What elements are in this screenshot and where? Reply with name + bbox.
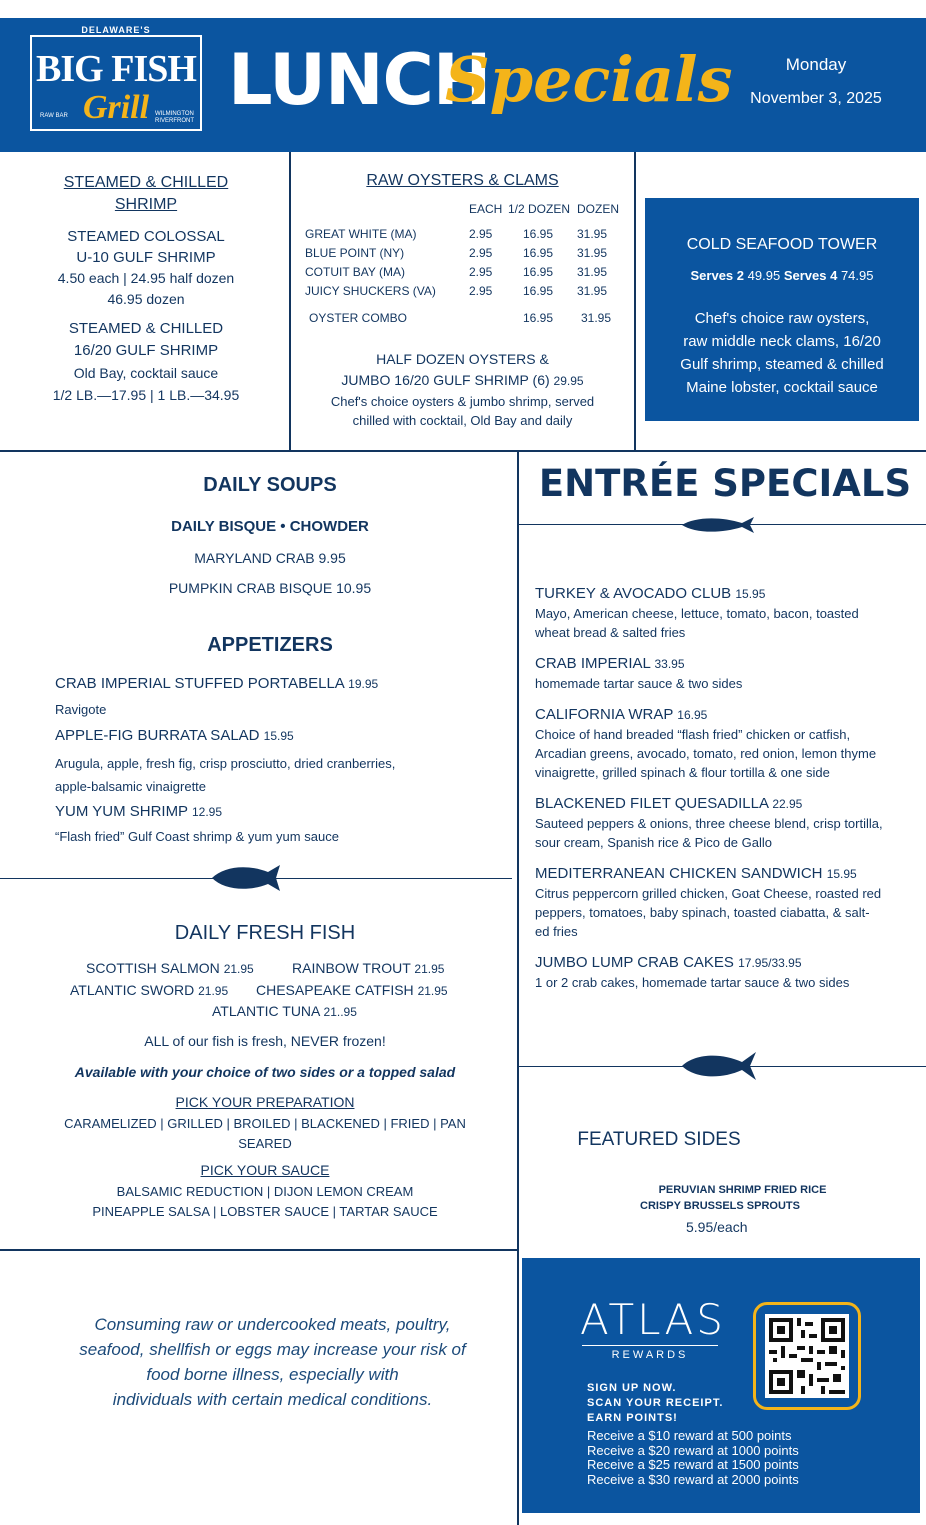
tower-desc (645, 307, 919, 399)
fish-price: 21.95 (223, 962, 254, 976)
appetizer-name (55, 725, 505, 747)
tower-title: COLD SEAFOOD TOWER (686, 236, 878, 253)
fish-line-1a (86, 960, 254, 976)
entree-name (535, 705, 920, 725)
tower-desc-3: Gulf shrimp, steamed & chilled (680, 356, 884, 373)
oyster-half: 16.95 (523, 265, 554, 279)
entree-desc: Arcadian greens, avocado, tomato, red onion, lemon thyme (535, 746, 877, 761)
menu-day: Monday (785, 55, 847, 74)
sauce-options-2: PINEAPPLE SALSA | LOBSTER SAUCE | TARTAR SAUCE (92, 1204, 438, 1219)
entree-name (535, 794, 920, 814)
tower-serves (645, 268, 919, 283)
atlas-reward-item: Receive a $25 reward at 1500 points (587, 1457, 799, 1472)
logo-right-line-1: WILMINGTON (155, 111, 194, 117)
appetizer-price: 12.95 (191, 805, 222, 819)
prep-options-2: SEARED (238, 1136, 292, 1151)
atlas-reward-item: Receive a $20 reward at 1000 points (587, 1442, 799, 1458)
oyster-combo-half: 16.95 (523, 311, 554, 325)
prep-options (40, 1114, 490, 1154)
oyster-combo-name: OYSTER COMBO (309, 311, 408, 325)
fish-name: SCOTTISH SALMON (86, 960, 220, 976)
appetizer-desc: Ravigote (55, 702, 107, 717)
prep-title: PICK YOUR PREPARATION (175, 1094, 355, 1110)
appetizer-name (55, 801, 505, 823)
oyster-dozen: 31.95 (577, 265, 608, 279)
big-fish-grill-logo (30, 25, 202, 131)
oysters-title: RAW OYSTERS & CLAMS (366, 172, 559, 189)
oyster-dozen: 31.95 (577, 246, 608, 260)
divider (517, 450, 519, 1525)
entree-title: ENTRÉE SPECIALS (538, 462, 912, 505)
entree-desc: ed fries (535, 924, 578, 939)
oyster-name: GREAT WHITE (MA) (305, 227, 417, 241)
shrimp-item2-desc: Old Bay, cocktail sauce (73, 365, 219, 381)
oyster-each: 2.95 (469, 227, 493, 241)
entree-desc: wheat bread & salted fries (535, 625, 686, 640)
table-row (305, 311, 625, 330)
fish-icon (210, 862, 294, 894)
entree-name (535, 953, 920, 973)
fish-price: 21.95 (198, 984, 229, 998)
oyster-combo-dozen: 31.95 (581, 311, 612, 325)
entree-desc: homemade tartar sauce & two sides (535, 676, 743, 691)
atlas-reward-item: Receive a $30 reward at 2000 points (587, 1471, 799, 1487)
tower-price-2: 49.95 (747, 268, 781, 283)
half-dozen-price: 29.95 (553, 374, 584, 388)
divider (582, 1345, 718, 1346)
oyster-half: 16.95 (523, 284, 554, 298)
fish-line-2a (70, 982, 228, 998)
entree-name (535, 654, 920, 674)
entree-desc: Sauteed peppers & onions, three cheese blend, crisp tortilla, (535, 816, 883, 831)
shrimp-title-1: STEAMED & CHILLED (63, 174, 229, 191)
fish-fresh-note: ALL of our fish is fresh, NEVER frozen! (144, 1033, 386, 1049)
table-row (305, 246, 625, 265)
atlas-reward-item: Receive a $10 reward at 500 points (587, 1428, 792, 1443)
appetizer-name-text: YUM YUM SHRIMP (55, 803, 188, 820)
shrimp-section (20, 172, 272, 406)
tower-price-4: 74.95 (840, 268, 874, 283)
soup-item: PUMPKIN CRAB BISQUE 10.95 (168, 580, 372, 596)
tower-desc-4: Maine lobster, cocktail sauce (686, 379, 878, 396)
entree-name-text: CALIFORNIA WRAP (535, 706, 674, 723)
appetizer-list (55, 673, 505, 846)
oyster-name: BLUE POINT (NY) (305, 246, 405, 260)
warning-line-2: seafood, shellfish or eggs may increase your risk of (79, 1340, 466, 1359)
oysters-header-half: 1/2 DOZEN (508, 202, 571, 216)
sauce-options (10, 1182, 520, 1222)
fish-price: 21..95 (323, 1005, 357, 1019)
side-item: PERUVIAN SHRIMP FRIED RICE (658, 1184, 827, 1196)
shrimp-title-2: SHRIMP (114, 196, 178, 213)
divider (0, 1249, 517, 1251)
oyster-each: 2.95 (469, 284, 493, 298)
entree-price: 17.95/33.95 (738, 956, 802, 970)
menu-date: November 3, 2025 (750, 90, 882, 107)
entree-name (535, 864, 920, 884)
table-row (305, 227, 625, 246)
table-row (305, 265, 625, 284)
oyster-each: 2.95 (469, 265, 493, 279)
sides-title: FEATURED SIDES (577, 1129, 741, 1150)
entree-desc: peppers, tomatoes, baby spinach, toasted ciabatta, & salt- (535, 905, 870, 920)
half-dozen-desc-1: Chef's choice oysters & jumbo shrimp, served (330, 394, 595, 409)
half-dozen-title-2-text: JUMBO 16/20 GULF SHRIMP (6) (341, 372, 550, 388)
atlas-logo: ATLAS (580, 1295, 726, 1344)
sides-price: 5.95/each (686, 1219, 748, 1235)
title-specials: Specials (445, 43, 733, 116)
warning-line-1: Consuming raw or undercooked meats, poultry, (94, 1315, 451, 1334)
shrimp-item2-name: STEAMED & CHILLED (68, 320, 224, 337)
logo-script-text: Grill (82, 89, 150, 126)
entree-price: 33.95 (654, 657, 685, 671)
appetizer-name (55, 673, 505, 695)
appetizer-desc: apple-balsamic vinaigrette (55, 779, 207, 794)
entree-name-text: MEDITERRANEAN CHICKEN SANDWICH (535, 865, 823, 882)
logo-left-text: RAW BAR (40, 113, 68, 119)
shrimp-item1-price-2: 46.95 dozen (107, 291, 185, 307)
entree-name-text: TURKEY & AVOCADO CLUB (535, 585, 732, 602)
shrimp-item2-price: 1/2 LB.—17.95 | 1 LB.—34.95 (52, 387, 240, 403)
seafood-tower-box (645, 198, 919, 421)
warning-line-4: individuals with certain medical conditions. (112, 1390, 433, 1409)
fish-name: ATLANTIC TUNA (212, 1003, 320, 1019)
fish-icon (680, 514, 764, 536)
consumer-warning (30, 1312, 515, 1412)
entree-desc: vinaigrette, grilled spinach & flour tortilla & one side (535, 765, 830, 780)
shrimp-item1-name: STEAMED COLOSSAL (67, 228, 225, 245)
appetizer-name-text: CRAB IMPERIAL STUFFED PORTABELLA (55, 675, 344, 692)
tower-serves-2: Serves 2 (690, 268, 745, 283)
atlas-cta-3: EARN POINTS! (587, 1412, 678, 1424)
side-item: CRISPY BRUSSELS SPROUTS (640, 1200, 800, 1212)
oyster-dozen: 31.95 (577, 284, 608, 298)
atlas-logo-sub: REWARDS (611, 1349, 689, 1361)
warning-line-3: food borne illness, especially with (146, 1365, 399, 1384)
fish-name: CHESAPEAKE CATFISH (256, 982, 414, 998)
fish-line-1b (292, 960, 444, 976)
logo-top-text: DELAWARE'S (81, 25, 151, 35)
appetizer-name-text: APPLE-FIG BURRATA SALAD (55, 727, 260, 744)
entree-desc: sour cream, Spanish rice & Pico de Gallo (535, 835, 772, 850)
shrimp-item1-name-2: U-10 GULF SHRIMP (76, 249, 216, 266)
oyster-name: COTUIT BAY (MA) (305, 265, 406, 279)
fish-line-2b (256, 982, 448, 998)
soup-item: MARYLAND CRAB 9.95 (194, 550, 346, 566)
fish-price: 21.95 (414, 962, 445, 976)
entree-name-text: JUMBO LUMP CRAB CAKES (535, 954, 734, 971)
table-row (305, 284, 625, 303)
shrimp-item1-price: 4.50 each | 24.95 half dozen (57, 270, 235, 286)
fish-name: ATLANTIC SWORD (70, 982, 195, 998)
entree-name (535, 584, 920, 604)
fish-name: RAINBOW TROUT (292, 960, 411, 976)
entree-name-text: CRAB IMPERIAL (535, 655, 651, 672)
entree-name-text: BLACKENED FILET QUESADILLA (535, 795, 769, 812)
half-dozen-combo (291, 349, 634, 430)
appetizer-price: 19.95 (348, 677, 379, 691)
fish-line-3 (212, 1003, 357, 1019)
sauce-title: PICK YOUR SAUCE (200, 1162, 330, 1178)
atlas-cta-2: SCAN YOUR RECEIPT. (587, 1397, 724, 1409)
logo-right-line-2: RIVERFRONT (155, 118, 194, 124)
soups-title: DAILY SOUPS (203, 474, 337, 496)
atlas-cta (587, 1381, 723, 1426)
logo-right-text (155, 111, 194, 125)
oyster-name: JUICY SHUCKERS (VA) (305, 284, 436, 298)
entree-price: 16.95 (677, 708, 708, 722)
oyster-dozen: 31.95 (577, 227, 608, 241)
title-lunch: LUNCH (228, 39, 491, 121)
tower-desc-1: Chef's choice raw oysters, (694, 310, 870, 327)
half-dozen-desc-2: chilled with cocktail, Old Bay and daily (352, 413, 573, 428)
appetizers-title: APPETIZERS (207, 634, 333, 656)
entree-desc: Choice of hand breaded “flash fried” chicken or catfish, (535, 727, 851, 742)
half-dozen-title-2 (291, 370, 634, 392)
entree-list (535, 584, 920, 992)
qr-code-icon[interactable] (765, 1314, 849, 1398)
fish-sides-note: Available with your choice of two sides or a topped salad (74, 1064, 456, 1080)
divider (0, 450, 926, 452)
appetizer-desc: “Flash fried” Gulf Coast shrimp & yum yum sauce (55, 829, 339, 844)
sauce-options-1: BALSAMIC REDUCTION | DIJON LEMON CREAM (116, 1184, 414, 1199)
fish-price: 21.95 (417, 984, 448, 998)
appetizer-desc: Arugula, apple, fresh fig, crisp prosciutto, dried cranberries, (55, 756, 396, 771)
entree-price: 15.95 (735, 587, 766, 601)
half-dozen-title-1: HALF DOZEN OYSTERS & (376, 351, 549, 367)
entree-desc: Mayo, American cheese, lettuce, tomato, bacon, toasted (535, 606, 859, 621)
oyster-half: 16.95 (523, 227, 554, 241)
oyster-each: 2.95 (469, 246, 493, 260)
appetizer-price: 15.95 (263, 729, 294, 743)
prep-options-1: CARAMELIZED | GRILLED | BROILED | BLACKENED | FRIED | PAN (64, 1116, 466, 1131)
soups-subtitle: DAILY BISQUE • CHOWDER (171, 518, 369, 535)
tower-serves-4: Serves 4 (783, 268, 838, 283)
fish-title: DAILY FRESH FISH (174, 922, 356, 944)
entree-desc: Citrus peppercorn grilled chicken, Goat Cheese, roasted red (535, 886, 882, 901)
entree-price: 15.95 (826, 867, 857, 881)
fish-icon (680, 1048, 764, 1084)
logo-main-text: BIG FISH (36, 48, 196, 90)
entree-price: 22.95 (772, 797, 803, 811)
entree-desc: 1 or 2 crab cakes, homemade tartar sauce & two sides (535, 975, 850, 990)
oyster-half: 16.95 (523, 246, 554, 260)
shrimp-item2-name-2: 16/20 GULF SHRIMP (73, 342, 219, 359)
tower-desc-2: raw middle neck clams, 16/20 (683, 333, 881, 350)
atlas-rewards-list (587, 1429, 799, 1487)
oysters-header-each: EACH (469, 202, 503, 216)
oysters-header-dozen: DOZEN (577, 202, 619, 216)
atlas-cta-1: SIGN UP NOW. (587, 1382, 677, 1394)
divider (634, 152, 636, 450)
oyster-table (305, 227, 625, 330)
